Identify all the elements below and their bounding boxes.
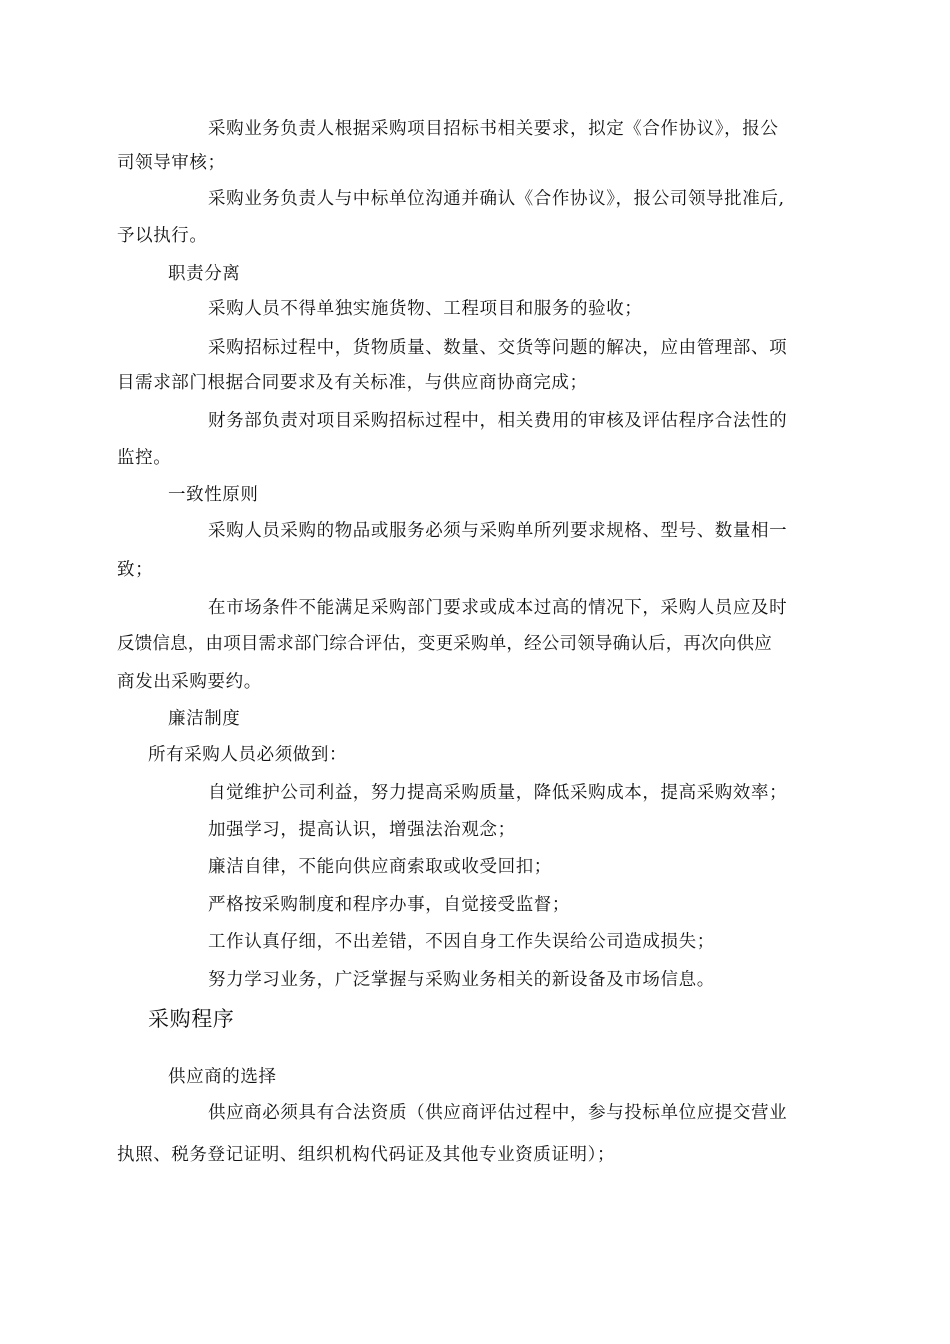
paragraph-line: 商发出采购要约。 [117, 672, 262, 692]
paragraph-line: 目需求部门根据合同要求及有关标准，与供应商协商完成； [117, 373, 588, 393]
chapter-heading: 采购程序 [148, 1007, 235, 1031]
list-item: 工作认真仔细，不出差错，不因自身工作失误给公司造成损失； [208, 932, 715, 952]
paragraph-line: 司领导审核； [117, 153, 226, 173]
paragraph-line: 予以执行。 [117, 226, 208, 246]
section-heading: 供应商的选择 [168, 1067, 277, 1087]
paragraph-line: 采购业务负责人根据采购项目招标书相关要求，拟定《合作协议》，报公 [208, 119, 779, 139]
section-heading: 廉洁制度 [168, 709, 241, 729]
list-item: 廉洁自律，不能向供应商索取或收受回扣； [208, 857, 552, 877]
paragraph-line: 在市场条件不能满足采购部门要求或成本过高的情况下，采购人员应及时 [208, 598, 788, 618]
paragraph-line: 财务部负责对项目采购招标过程中，相关费用的审核及评估程序合法性的 [208, 411, 788, 431]
paragraph-line: 执照、税务登记证明、组织机构代码证及其他专业资质证明）； [117, 1145, 616, 1165]
paragraph-line: 反馈信息，由项目需求部门综合评估，变更采购单，经公司领导确认后，再次向供应 [117, 634, 772, 654]
paragraph-line: 致； [117, 560, 154, 580]
list-item: 严格按采购制度和程序办事，自觉接受监督； [208, 895, 570, 915]
paragraph-line: 所有采购人员必须做到： [148, 745, 348, 765]
paragraph-line: 监控。 [117, 448, 172, 468]
paragraph-line: 供应商必须具有合法资质（供应商评估过程中，参与投标单位应提交营业 [208, 1103, 788, 1123]
list-item: 加强学习，提高认识，增强法治观念； [208, 820, 516, 840]
paragraph-line: 采购人员不得单独实施货物、工程项目和服务的验收； [208, 299, 643, 319]
section-heading: 一致性原则 [168, 485, 259, 505]
paragraph-line: 采购人员采购的物品或服务必须与采购单所列要求规格、型号、数量相一 [208, 521, 788, 541]
list-item: 自觉维护公司利益，努力提高采购质量，降低采购成本，提高采购效率； [208, 783, 788, 803]
paragraph-line: 采购招标过程中，货物质量、数量、交货等问题的解决，应由管理部、项 [208, 338, 788, 358]
section-heading: 职责分离 [168, 264, 241, 284]
list-item: 努力学习业务，广泛掌握与采购业务相关的新设备及市场信息。 [208, 970, 715, 990]
paragraph-line: 采购业务负责人与中标单位沟通并确认《合作协议》，报公司领导批准后, [208, 189, 785, 209]
